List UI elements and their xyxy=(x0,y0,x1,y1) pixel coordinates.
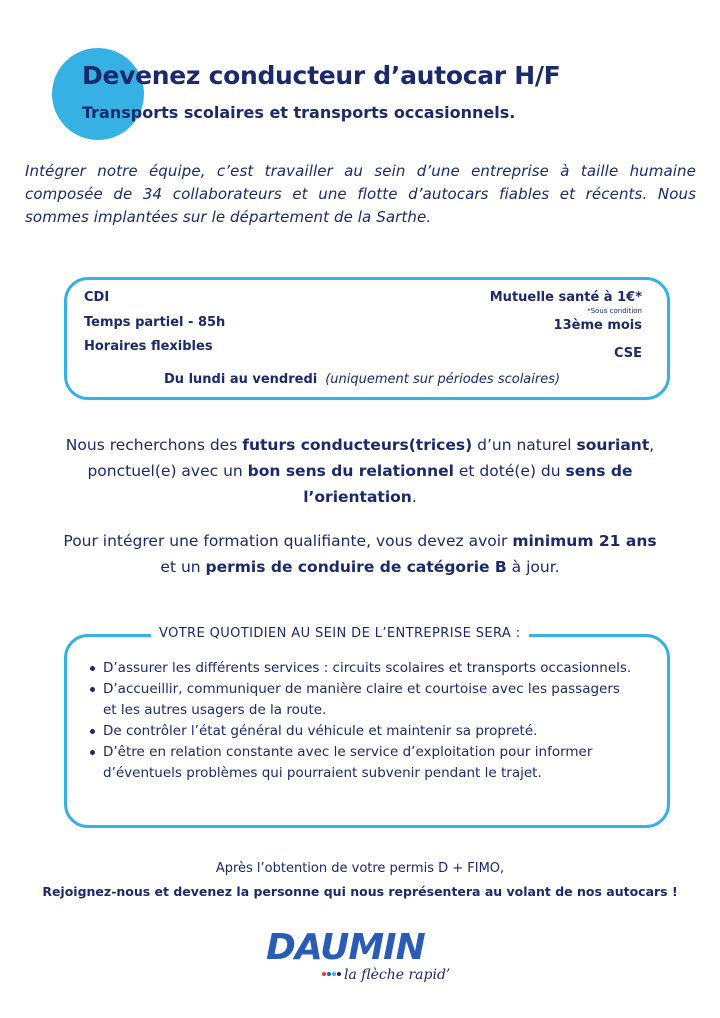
schedule: Horaires flexibles xyxy=(84,339,213,354)
daily-tasks-list xyxy=(90,658,635,784)
profile-bold-4: sens de l’orientation xyxy=(303,462,633,506)
closing-line-2: Rejoignez-nous et devenez la personne qui nous représentera au volant de nos autocars ! xyxy=(42,884,678,899)
requirements-bold-2: permis de conduire de catégorie B xyxy=(205,558,507,576)
logo-tagline: la flèche rapid’ xyxy=(344,967,451,983)
list-item: De contrôler l’état général du véhicule et maintenir sa propreté. xyxy=(90,721,635,742)
requirements-text-3: à jour. xyxy=(506,558,560,576)
profile-paragraph xyxy=(40,432,680,510)
working-days-label: Du lundi au vendredi xyxy=(164,372,318,387)
health-insurance: Mutuelle santé à 1€* xyxy=(489,290,642,305)
list-item: D’assurer les différents services : circuits scolaires et transports occasionnels. xyxy=(90,658,635,679)
health-insurance-note: *Sous condition xyxy=(587,307,642,315)
daumin-logo xyxy=(262,923,472,988)
logo-dot-cyan xyxy=(332,972,336,976)
daily-tasks-title: VOTRE QUOTIDIEN AU SEIN DE L’ENTREPRISE SERA : xyxy=(151,626,529,641)
working-days-note: (uniquement sur périodes scolaires) xyxy=(325,372,561,387)
requirements-paragraph xyxy=(60,528,660,580)
requirements-text-1: Pour intégrer une formation qualifiante, vous devez avoir xyxy=(63,532,513,550)
thirteenth-month: 13ème mois xyxy=(553,318,642,333)
profile-text-5: . xyxy=(411,488,417,506)
logo-wordmark: DAUMIN xyxy=(266,927,425,968)
works-council: CSE xyxy=(613,346,642,361)
page-title: Devenez conducteur d’autocar H/F xyxy=(82,61,561,90)
profile-text-2: d’un naturel xyxy=(472,436,577,454)
closing-line-1: Après l’obtention de votre permis D + FIMO, xyxy=(215,861,505,876)
profile-text-1: Nous recherchons des xyxy=(65,436,243,454)
profile-text-4: et doté(e) du xyxy=(453,462,566,480)
requirements-text-2: et un xyxy=(160,558,206,576)
page-subtitle: Transports scolaires et transports occasionnels. xyxy=(82,103,516,122)
working-hours: Temps partiel - 85h xyxy=(84,315,226,330)
list-item: D’être en relation constante avec le service d’exploitation pour informer d’éventuels problèmes qui pourraient subvenir pendant le trajet. xyxy=(90,742,635,784)
logo-dot-red xyxy=(322,972,326,976)
profile-bold-2: souriant xyxy=(576,436,650,454)
requirements-bold-1: minimum 21 ans xyxy=(512,532,657,550)
list-item: D’accueillir, communiquer de manière claire et courtoise avec les passagers et les autres usagers de la route. xyxy=(90,679,635,721)
profile-bold-3: bon sens du relationnel xyxy=(247,462,454,480)
logo-dot-blue xyxy=(327,972,331,976)
logo-dot-navy xyxy=(337,972,341,976)
working-days xyxy=(164,372,560,387)
profile-text-3: , ponctuel(e) avec un xyxy=(87,436,655,480)
intro-paragraph: Intégrer notre équipe, c’est travailler au sein d’une entreprise à taille humaine composée de 34 collaborateurs et une flotte d’autocars fiables et récents. Nous sommes implantées sur le département de la Sarthe. xyxy=(25,162,696,226)
profile-bold-1: futurs conducteurs(trices) xyxy=(242,436,473,454)
contract-type: CDI xyxy=(84,290,110,305)
